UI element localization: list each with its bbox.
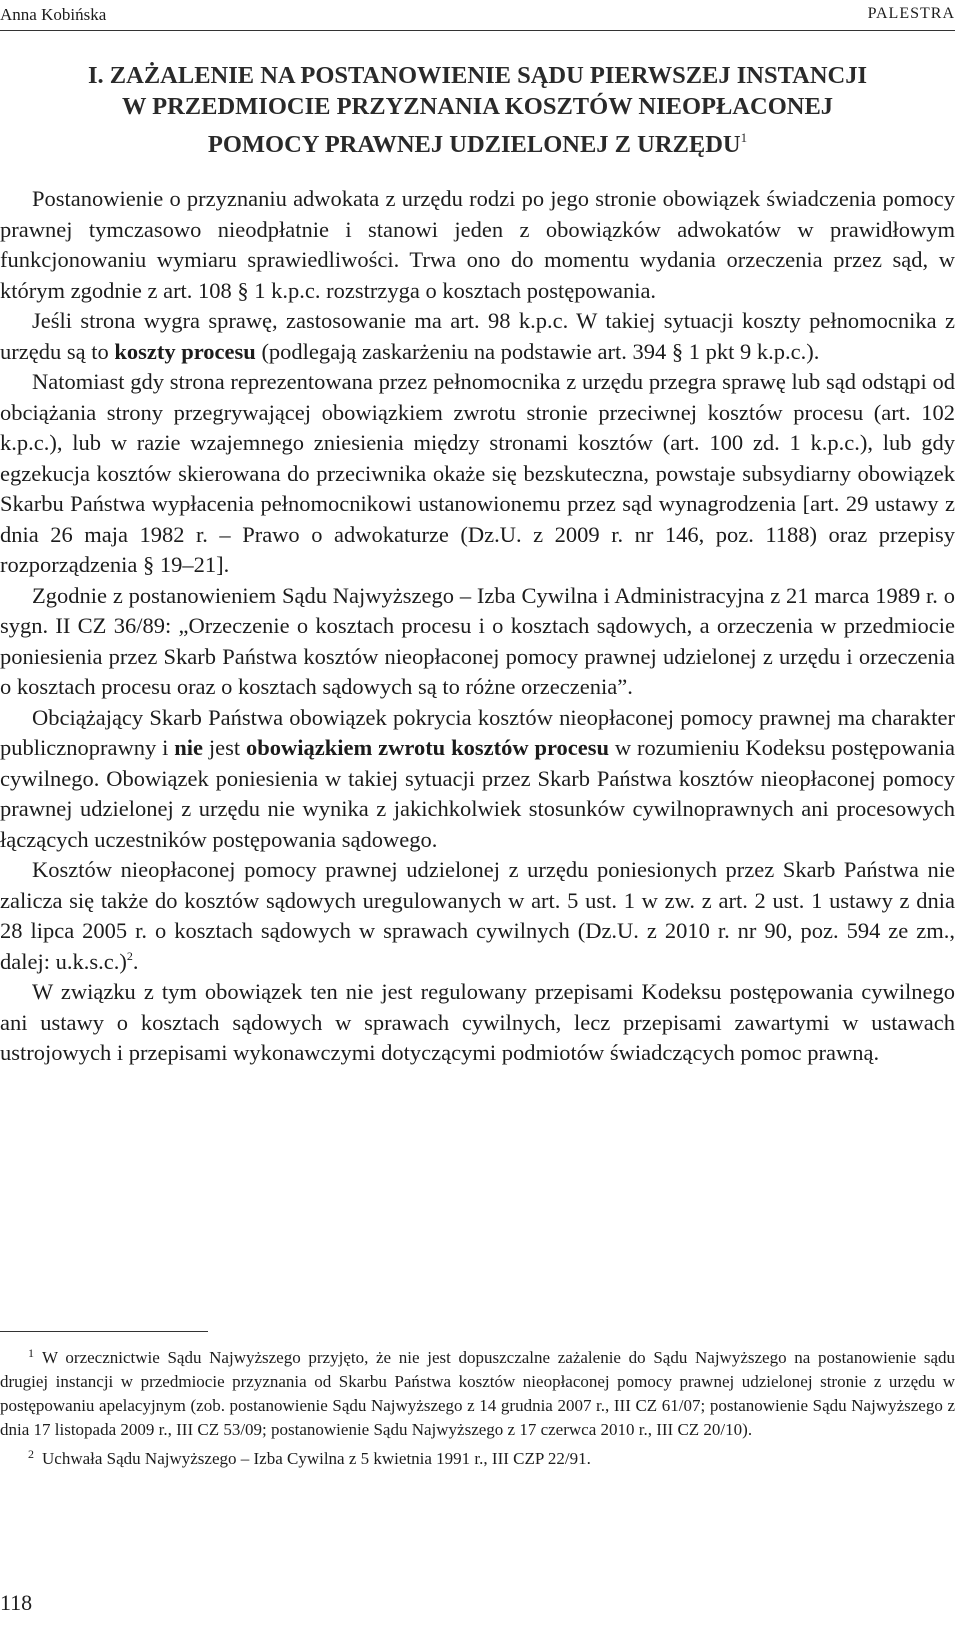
paragraph-6 bbox=[0, 855, 955, 977]
body-text bbox=[0, 184, 955, 1069]
paragraph-7: W związku z tym obowiązek ten nie jest regulowany przepisami Kodeksu postępowania cywilnego ani ustawy o kosztach sądowych w sprawach cywilnych, lecz przepisami zawartymi w ustawach ustrojowych i przepisami wykonawczymi dotyczącymi podmiotów świadczących pomoc prawną. bbox=[0, 979, 955, 1065]
running-header bbox=[0, 2, 955, 31]
paragraph-4: Zgodnie z postanowieniem Sądu Najwyższego – Izba Cywilna i Administracyjna z 21 marca 1989 r. o sygn. II CZ 36/89: „Orzeczenie o kosztach procesu i o kosztach sądowych, a orzeczenia w przedmiocie poniesienia przez Skarb Państwa kosztów nieopłaconej pomocy prawnej udzielonej z urzędu i orzeczenia o kosztach procesu oraz o kosztach sądowych są to różne orzeczenia”. bbox=[0, 582, 955, 699]
title-line-3 bbox=[0, 122, 955, 160]
paragraph-5-text-b: jest bbox=[202, 735, 246, 760]
paragraph-2 bbox=[0, 306, 955, 367]
title-line-2: W PRZEDMIOCIE PRZYZNANIA KOSZTÓW NIEOPŁACONEJ bbox=[121, 93, 834, 120]
header-author: Anna Kobińska bbox=[0, 5, 107, 24]
footnote-1-text: W orzecznictwie Sądu Najwyższego przyjęto, że nie jest dopuszczalne zażalenie do Sądu Najwyższego na postanowienie sądu drugiej instancji w przedmiocie przyznania od Skarbu Państwa kosztów nieopłaconej pomocy prawnej udzielonej stronie z urzędu w postępowaniu apelacyjnym (zob. postanowienie Sądu Najwyższego z 14 grudnia 2007 r., III CZ 61/07; postanowienie Sądu Najwyższego z dnia 17 listopada 2009 r., III CZ 53/09; postanowienie Sądu Najwyższego z 17 czerwca 2010 r., III CZ 20/10). bbox=[0, 1348, 955, 1439]
footnote-1-mark: 1 bbox=[28, 1346, 34, 1360]
paragraph-2-bold: koszty procesu bbox=[114, 338, 256, 364]
paragraph-5-text-a: Obciążający Skarb Państwa obowiązek pokrycia kosztów nieopłaconej pomocy prawnej ma charakter publicznoprawny i bbox=[0, 704, 955, 760]
paragraph-5-bold-2: obowiązkiem zwrotu kosztów procesu bbox=[246, 735, 610, 760]
paragraph-5-bold-1: nie bbox=[174, 735, 203, 760]
paragraph-6-text: Kosztów nieopłaconej pomocy prawnej udzielonej z urzędu poniesionych przez Skarb Państwa nie zalicza się także do kosztów sądowych uregulowanych w art. 5 ust. 1 w zw. z art. 2 ust. 1 ustawy z dnia 28 lipca 2005 r. o kosztach sądowych w sprawach cywilnych (Dz.U. z 2010 r. nr 90, poz. 594 ze zm., dalej: u.k.s.c.) bbox=[0, 857, 955, 974]
paragraph-2-text-b: (podlegają zaskarżeniu na podstawie art. 394 § 1 pkt 9 k.p.c.). bbox=[255, 338, 820, 364]
footnote-2-text: Uchwała Sądu Najwyższego – Izba Cywilna z 5 kwietnia 1991 r., III CZP 22/91. bbox=[42, 1449, 591, 1468]
header-journal: PALESTRA bbox=[867, 5, 955, 22]
footnote-2 bbox=[0, 1442, 955, 1471]
title-line-1: I. ZAŻALENIE NA POSTANOWIENIE SĄDU PIERWSZEJ INSTANCJI bbox=[88, 62, 867, 89]
paragraph-5-text-c: w rozumieniu Kodeksu postępowania cywilnego. Obowiązek poniesienia w takiej sytuacji przez Skarb Państwa kosztów nieopłaconej pomocy prawnej udzielonej z urzędu nie wynika z jakichkolwiek stosunków cywilnoprawnych ani procesowych łączących uczestników postępowania sądowego. bbox=[0, 735, 955, 852]
title-line-3-text: POMOCY PRAWNEJ UDZIELONEJ Z URZĘDU bbox=[207, 131, 741, 158]
page-number: 118 bbox=[0, 1590, 33, 1615]
paragraph-2-text-a: Jeśli strona wygra sprawę, zastosowanie ma art. 98 k.p.c. W takiej sytuacji koszty pełnomocnika z urzędu są to bbox=[0, 308, 955, 364]
footnote-ref-2: 2 bbox=[126, 948, 133, 963]
footnote-2-mark: 2 bbox=[28, 1447, 34, 1461]
paragraph-6-end: . bbox=[132, 948, 139, 974]
paragraph-3: Natomiast gdy strona reprezentowana przez pełnomocnika z urzędu przegra sprawę lub sąd odstąpi od obciążania strony przegrywającej obowiązkiem zwrotu stronie przeciwnej kosztów procesu (art. 102 k.p.c.), lub w razie wzajemnego zniesienia między stronami kosztów (art. 100 zd. 1 k.p.c.), lub gdy egzekucja kosztów skierowana do przeciwnika okaże się bezskuteczna, powstaje subsydiarny obowiązek Skarbu Państwa wypłacenia pełnomocnikowi ustanowionemu przez sąd wynagrodzenia [art. 29 ustawy z dnia 26 maja 1982 r. – Prawo o adwokaturze (Dz.U. z 2009 r. nr 146, poz. 1188) oraz przepisy rozporządzenia § 19–21]. bbox=[0, 369, 955, 577]
footnotes bbox=[0, 1341, 955, 1471]
footnote-1 bbox=[0, 1341, 955, 1442]
paragraph-1: Postanowienie o przyznaniu adwokata z urzędu rodzi po jego stronie obowiązek świadczenia pomocy prawnej tymczasowo nieodpłatnie i stanowi jeden z obowiązków adwokatów w prawidłowym funkcjonowaniu wymiaru sprawiedliwości. Trwa ono do momentu wydania orzeczenia przez sąd, w którym zgodnie z art. 108 § 1 k.p.c. rozstrzyga o kosztach postępowania. bbox=[0, 186, 955, 303]
paragraph-5 bbox=[0, 703, 955, 856]
footnote-divider bbox=[0, 1331, 208, 1332]
footnote-ref-1: 1 bbox=[740, 130, 748, 145]
section-title bbox=[0, 60, 955, 160]
